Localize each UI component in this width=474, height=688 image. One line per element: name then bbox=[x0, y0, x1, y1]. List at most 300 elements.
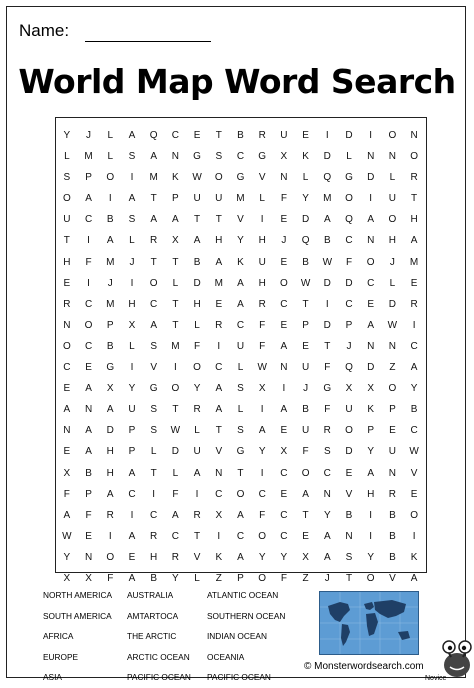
grid-letter[interactable]: B bbox=[237, 130, 244, 141]
grid-letter[interactable]: I bbox=[282, 383, 286, 395]
grid-letter[interactable]: L bbox=[107, 151, 114, 163]
grid-letter[interactable]: V bbox=[215, 446, 223, 458]
grid-letter[interactable]: T bbox=[172, 256, 179, 268]
grid-letter[interactable]: S bbox=[345, 551, 353, 563]
grid-letter[interactable]: D bbox=[301, 214, 310, 226]
grid-letter[interactable]: I bbox=[130, 172, 134, 184]
grid-letter[interactable]: X bbox=[280, 151, 288, 163]
grid-letter[interactable]: O bbox=[366, 256, 375, 268]
grid-letter[interactable]: O bbox=[214, 172, 223, 184]
grid-letter[interactable]: I bbox=[412, 530, 416, 542]
grid-letter[interactable]: E bbox=[193, 130, 201, 141]
grid-letter[interactable]: T bbox=[237, 467, 244, 479]
grid-letter[interactable]: N bbox=[367, 340, 375, 352]
grid-letter[interactable]: A bbox=[237, 298, 244, 310]
grid-letter[interactable]: D bbox=[367, 172, 375, 184]
grid-letter[interactable]: B bbox=[106, 214, 114, 226]
grid-letter[interactable]: A bbox=[106, 235, 114, 247]
grid-letter[interactable]: G bbox=[106, 362, 115, 374]
grid-letter[interactable]: K bbox=[237, 256, 244, 268]
grid-letter[interactable]: A bbox=[63, 404, 71, 416]
grid-letter[interactable]: D bbox=[388, 298, 397, 310]
grid-letter[interactable]: B bbox=[389, 530, 396, 542]
grid-letter[interactable]: L bbox=[389, 172, 396, 184]
grid-letter[interactable]: X bbox=[63, 467, 71, 479]
grid-letter[interactable]: O bbox=[388, 130, 397, 141]
grid-letter[interactable]: E bbox=[63, 383, 71, 395]
grid-letter[interactable]: O bbox=[410, 509, 418, 521]
grid-letter[interactable]: A bbox=[367, 319, 375, 331]
grid-letter[interactable]: Q bbox=[301, 235, 310, 247]
grid-letter[interactable]: R bbox=[150, 530, 158, 542]
grid-letter[interactable]: H bbox=[388, 235, 397, 247]
grid-letter[interactable]: C bbox=[215, 362, 223, 374]
grid-letter[interactable]: A bbox=[410, 235, 418, 247]
grid-letter[interactable]: O bbox=[62, 193, 71, 205]
grid-letter[interactable]: C bbox=[150, 509, 158, 521]
grid-letter[interactable]: L bbox=[346, 151, 352, 163]
grid-letter[interactable]: N bbox=[280, 172, 288, 184]
grid-letter[interactable]: C bbox=[258, 488, 266, 500]
grid-letter[interactable]: N bbox=[215, 467, 223, 479]
grid-letter[interactable]: U bbox=[193, 193, 201, 205]
grid-letter[interactable]: I bbox=[325, 298, 329, 310]
grid-letter[interactable]: P bbox=[85, 172, 92, 184]
grid-letter[interactable]: D bbox=[171, 446, 179, 458]
grid-letter[interactable]: O bbox=[301, 467, 310, 479]
grid-letter[interactable]: P bbox=[128, 446, 136, 458]
grid-letter[interactable]: P bbox=[85, 488, 92, 500]
grid-letter[interactable]: A bbox=[323, 214, 331, 226]
grid-letter[interactable]: H bbox=[150, 551, 158, 563]
grid-letter[interactable]: A bbox=[367, 214, 375, 226]
grid-letter[interactable]: B bbox=[345, 509, 353, 521]
grid-letter[interactable]: U bbox=[236, 340, 245, 352]
grid-letter[interactable]: Y bbox=[410, 383, 418, 395]
grid-letter[interactable]: I bbox=[195, 488, 199, 500]
grid-letter[interactable]: L bbox=[107, 130, 114, 141]
grid-letter[interactable]: O bbox=[388, 383, 397, 395]
grid-letter[interactable]: T bbox=[150, 256, 157, 268]
grid-letter[interactable]: C bbox=[236, 151, 245, 163]
grid-letter[interactable]: A bbox=[63, 509, 71, 521]
grid-letter[interactable]: O bbox=[345, 193, 353, 205]
grid-letter[interactable]: I bbox=[130, 509, 134, 521]
grid-letter[interactable]: S bbox=[150, 404, 157, 416]
grid-letter[interactable]: F bbox=[324, 362, 331, 374]
grid-letter[interactable]: R bbox=[215, 319, 223, 331]
grid-letter[interactable]: A bbox=[128, 130, 136, 141]
grid-letter[interactable]: C bbox=[280, 530, 288, 542]
grid-letter[interactable]: A bbox=[85, 193, 92, 205]
grid-letter[interactable]: C bbox=[128, 488, 136, 500]
grid-letter[interactable]: E bbox=[63, 277, 71, 289]
grid-letter[interactable]: H bbox=[215, 235, 223, 247]
grid-letter[interactable]: T bbox=[215, 130, 222, 141]
grid-letter[interactable]: H bbox=[63, 256, 71, 268]
name-input-line[interactable] bbox=[85, 41, 211, 42]
grid-letter[interactable]: S bbox=[128, 214, 136, 226]
grid-letter[interactable]: A bbox=[128, 572, 136, 584]
grid-letter[interactable]: A bbox=[280, 404, 288, 416]
grid-letter[interactable]: G bbox=[193, 151, 201, 163]
grid-letter[interactable]: I bbox=[130, 277, 134, 289]
grid-letter[interactable]: G bbox=[258, 151, 267, 163]
grid-letter[interactable]: I bbox=[87, 277, 90, 289]
grid-letter[interactable]: T bbox=[194, 214, 201, 226]
grid-letter[interactable]: E bbox=[389, 425, 396, 437]
grid-letter[interactable]: F bbox=[280, 572, 287, 584]
grid-letter[interactable]: S bbox=[237, 383, 244, 395]
grid-letter[interactable]: L bbox=[129, 235, 135, 247]
grid-letter[interactable]: B bbox=[302, 404, 309, 416]
grid-letter[interactable]: A bbox=[85, 383, 92, 395]
grid-letter[interactable]: E bbox=[128, 551, 136, 563]
grid-letter[interactable]: X bbox=[63, 572, 71, 584]
grid-letter[interactable]: B bbox=[389, 551, 396, 563]
grid-letter[interactable]: G bbox=[236, 172, 245, 184]
grid-letter[interactable]: F bbox=[259, 319, 266, 331]
grid-letter[interactable]: N bbox=[84, 404, 93, 416]
grid-letter[interactable]: I bbox=[217, 340, 221, 352]
grid-letter[interactable]: C bbox=[84, 214, 93, 226]
grid-letter[interactable]: X bbox=[106, 383, 114, 395]
grid-letter[interactable]: C bbox=[410, 425, 418, 437]
grid-letter[interactable]: L bbox=[194, 572, 200, 584]
grid-letter[interactable]: A bbox=[150, 214, 157, 226]
grid-letter[interactable]: L bbox=[194, 319, 200, 331]
grid-letter[interactable]: I bbox=[108, 193, 112, 205]
grid-letter[interactable]: R bbox=[410, 298, 418, 310]
grid-letter[interactable]: O bbox=[149, 277, 158, 289]
grid-letter[interactable]: E bbox=[215, 298, 223, 310]
grid-letter[interactable]: U bbox=[215, 193, 223, 205]
grid-letter[interactable]: J bbox=[107, 277, 113, 289]
grid-letter[interactable]: J bbox=[86, 130, 92, 141]
grid-letter[interactable]: E bbox=[302, 340, 309, 352]
grid-letter[interactable]: H bbox=[258, 235, 266, 247]
grid-letter[interactable]: A bbox=[410, 572, 418, 584]
grid-letter[interactable]: V bbox=[258, 172, 266, 184]
grid-letter[interactable]: B bbox=[323, 235, 331, 247]
grid-letter[interactable]: U bbox=[258, 256, 266, 268]
grid-letter[interactable]: B bbox=[150, 572, 157, 584]
grid-letter[interactable]: Z bbox=[215, 572, 222, 584]
grid-letter[interactable]: C bbox=[236, 319, 245, 331]
grid-letter[interactable]: F bbox=[63, 488, 70, 500]
grid-letter[interactable]: M bbox=[236, 193, 245, 205]
grid-letter[interactable]: A bbox=[193, 467, 201, 479]
grid-letter[interactable]: Y bbox=[128, 383, 136, 395]
grid-letter[interactable]: P bbox=[172, 193, 179, 205]
grid-letter[interactable]: I bbox=[130, 362, 134, 374]
grid-letter[interactable]: H bbox=[367, 488, 375, 500]
grid-letter[interactable]: L bbox=[237, 404, 244, 416]
grid-letter[interactable]: Y bbox=[63, 130, 71, 141]
grid-letter[interactable]: P bbox=[106, 319, 114, 331]
grid-letter[interactable]: J bbox=[346, 340, 352, 352]
grid-letter[interactable]: L bbox=[172, 277, 179, 289]
grid-letter[interactable]: P bbox=[345, 319, 353, 331]
grid-letter[interactable]: T bbox=[324, 340, 331, 352]
grid-letter[interactable]: M bbox=[171, 340, 180, 352]
grid-letter[interactable]: S bbox=[237, 425, 244, 437]
grid-letter[interactable]: M bbox=[149, 172, 158, 184]
grid-letter[interactable]: K bbox=[367, 404, 375, 416]
grid-letter[interactable]: N bbox=[280, 362, 288, 374]
grid-letter[interactable]: M bbox=[409, 256, 419, 268]
grid-letter[interactable]: U bbox=[280, 130, 288, 141]
grid-letter[interactable]: Q bbox=[345, 214, 353, 226]
grid-letter[interactable]: J bbox=[389, 256, 395, 268]
grid-letter[interactable]: D bbox=[323, 319, 331, 331]
grid-letter[interactable]: W bbox=[409, 446, 419, 458]
grid-letter[interactable]: S bbox=[323, 446, 331, 458]
grid-letter[interactable]: K bbox=[410, 551, 418, 563]
grid-letter[interactable]: D bbox=[345, 277, 353, 289]
grid-letter[interactable]: C bbox=[323, 467, 331, 479]
grid-letter[interactable]: A bbox=[172, 214, 179, 226]
grid-letter[interactable]: I bbox=[369, 530, 373, 542]
grid-letter[interactable]: S bbox=[150, 425, 157, 437]
grid-letter[interactable]: P bbox=[367, 425, 375, 437]
grid-letter[interactable]: J bbox=[281, 235, 287, 247]
grid-letter[interactable]: T bbox=[302, 298, 309, 310]
grid-letter[interactable]: T bbox=[63, 235, 70, 247]
grid-letter[interactable]: N bbox=[388, 467, 397, 479]
grid-letter[interactable]: X bbox=[345, 383, 353, 395]
grid-letter[interactable]: M bbox=[106, 256, 115, 268]
grid-letter[interactable]: X bbox=[302, 551, 309, 563]
grid-letter[interactable]: C bbox=[410, 340, 418, 352]
grid-letter[interactable]: D bbox=[106, 425, 114, 437]
grid-letter[interactable]: A bbox=[215, 256, 223, 268]
grid-letter[interactable]: W bbox=[62, 530, 72, 542]
grid-letter[interactable]: P bbox=[128, 425, 136, 437]
grid-letter[interactable]: D bbox=[345, 130, 353, 141]
grid-letter[interactable]: M bbox=[106, 298, 115, 310]
grid-letter[interactable]: C bbox=[280, 509, 288, 521]
grid-letter[interactable]: A bbox=[85, 446, 92, 458]
grid-letter[interactable]: E bbox=[280, 425, 288, 437]
grid-letter[interactable]: T bbox=[215, 214, 222, 226]
grid-letter[interactable]: G bbox=[149, 383, 158, 395]
grid-letter[interactable]: T bbox=[150, 467, 157, 479]
grid-letter[interactable]: E bbox=[280, 256, 288, 268]
grid-letter[interactable]: U bbox=[345, 404, 353, 416]
grid-letter[interactable]: O bbox=[62, 340, 71, 352]
grid-letter[interactable]: V bbox=[389, 572, 396, 584]
grid-letter[interactable]: C bbox=[171, 130, 179, 141]
grid-letter[interactable]: N bbox=[323, 488, 331, 500]
grid-letter[interactable]: I bbox=[369, 509, 373, 521]
grid-letter[interactable]: Y bbox=[323, 509, 331, 521]
grid-letter[interactable]: E bbox=[280, 488, 288, 500]
grid-letter[interactable]: I bbox=[152, 488, 156, 500]
grid-letter[interactable]: X bbox=[128, 319, 136, 331]
grid-letter[interactable]: T bbox=[345, 572, 353, 584]
grid-letter[interactable]: E bbox=[85, 530, 92, 542]
grid-letter[interactable]: I bbox=[369, 193, 373, 205]
grid-letter[interactable]: T bbox=[194, 530, 201, 542]
grid-letter[interactable]: V bbox=[345, 488, 353, 500]
grid-letter[interactable]: R bbox=[150, 235, 158, 247]
grid-letter[interactable]: W bbox=[192, 172, 202, 184]
grid-letter[interactable]: V bbox=[237, 214, 244, 226]
grid-letter[interactable]: E bbox=[410, 277, 418, 289]
grid-letter[interactable]: S bbox=[150, 340, 157, 352]
grid-letter[interactable]: A bbox=[258, 425, 266, 437]
grid-letter[interactable]: O bbox=[388, 214, 397, 226]
grid-letter[interactable]: H bbox=[258, 277, 266, 289]
grid-letter[interactable]: P bbox=[237, 572, 244, 584]
grid-letter[interactable]: F bbox=[194, 340, 201, 352]
grid-letter[interactable]: H bbox=[193, 298, 201, 310]
grid-letter[interactable]: E bbox=[63, 446, 71, 458]
grid-letter[interactable]: W bbox=[257, 362, 267, 374]
grid-letter[interactable]: K bbox=[215, 551, 223, 563]
grid-letter[interactable]: L bbox=[259, 193, 265, 205]
grid-letter[interactable]: C bbox=[84, 298, 93, 310]
grid-letter[interactable]: S bbox=[128, 151, 136, 163]
grid-letter[interactable]: Q bbox=[345, 362, 353, 374]
grid-letter[interactable]: O bbox=[84, 319, 93, 331]
grid-letter[interactable]: P bbox=[389, 404, 396, 416]
grid-letter[interactable]: I bbox=[260, 467, 264, 479]
grid-letter[interactable]: Q bbox=[149, 130, 158, 141]
grid-letter[interactable]: L bbox=[64, 151, 70, 163]
grid-letter[interactable]: R bbox=[258, 298, 266, 310]
grid-letter[interactable]: C bbox=[215, 488, 223, 500]
grid-letter[interactable]: N bbox=[367, 235, 375, 247]
grid-letter[interactable]: F bbox=[280, 193, 287, 205]
grid-letter[interactable]: L bbox=[194, 425, 200, 437]
grid-letter[interactable]: I bbox=[412, 319, 416, 331]
grid-letter[interactable]: A bbox=[128, 193, 136, 205]
grid-letter[interactable]: A bbox=[193, 235, 201, 247]
grid-letter[interactable]: N bbox=[63, 319, 71, 331]
grid-letter[interactable]: R bbox=[323, 425, 331, 437]
grid-letter[interactable]: E bbox=[367, 298, 375, 310]
grid-letter[interactable]: C bbox=[345, 298, 353, 310]
grid-letter[interactable]: A bbox=[106, 488, 114, 500]
grid-letter[interactable]: X bbox=[367, 383, 375, 395]
grid-letter[interactable]: H bbox=[106, 467, 114, 479]
grid-letter[interactable]: L bbox=[302, 172, 309, 184]
grid-letter[interactable]: Y bbox=[193, 383, 201, 395]
grid-letter[interactable]: R bbox=[258, 130, 266, 141]
grid-letter[interactable]: E bbox=[302, 530, 309, 542]
grid-letter[interactable]: O bbox=[258, 530, 267, 542]
grid-letter[interactable]: A bbox=[85, 425, 92, 437]
grid-letter[interactable]: Z bbox=[389, 362, 396, 374]
grid-letter[interactable]: C bbox=[236, 530, 245, 542]
grid-letter[interactable]: A bbox=[367, 467, 375, 479]
grid-letter[interactable]: Q bbox=[323, 172, 332, 184]
grid-letter[interactable]: S bbox=[63, 172, 71, 184]
grid-letter[interactable]: E bbox=[85, 362, 92, 374]
grid-letter[interactable]: D bbox=[345, 446, 353, 458]
grid-letter[interactable]: B bbox=[389, 509, 396, 521]
grid-letter[interactable]: O bbox=[366, 572, 375, 584]
grid-letter[interactable]: B bbox=[193, 256, 201, 268]
grid-letter[interactable]: P bbox=[302, 319, 309, 331]
grid-letter[interactable]: A bbox=[237, 509, 244, 521]
grid-letter[interactable]: A bbox=[215, 383, 223, 395]
grid-letter[interactable]: D bbox=[323, 151, 331, 163]
grid-letter[interactable]: C bbox=[150, 298, 158, 310]
grid-letter[interactable]: A bbox=[302, 488, 309, 500]
grid-letter[interactable]: R bbox=[388, 488, 397, 500]
grid-letter[interactable]: M bbox=[323, 193, 332, 205]
grid-letter[interactable]: I bbox=[173, 362, 177, 374]
grid-letter[interactable]: O bbox=[279, 277, 288, 289]
grid-letter[interactable]: O bbox=[106, 172, 115, 184]
grid-letter[interactable]: O bbox=[171, 383, 180, 395]
grid-letter[interactable]: U bbox=[301, 425, 310, 437]
grid-letter[interactable]: D bbox=[193, 277, 201, 289]
grid-letter[interactable]: Y bbox=[280, 551, 288, 563]
grid-letter[interactable]: B bbox=[302, 256, 309, 268]
grid-letter[interactable]: R bbox=[410, 172, 418, 184]
grid-letter[interactable]: R bbox=[193, 509, 201, 521]
grid-letter[interactable]: L bbox=[129, 340, 135, 352]
grid-letter[interactable]: N bbox=[388, 340, 397, 352]
grid-letter[interactable]: N bbox=[388, 151, 397, 163]
grid-letter[interactable]: L bbox=[172, 467, 179, 479]
grid-letter[interactable]: F bbox=[85, 256, 92, 268]
grid-letter[interactable]: F bbox=[324, 404, 331, 416]
grid-letter[interactable]: T bbox=[172, 404, 179, 416]
grid-letter[interactable]: E bbox=[280, 214, 288, 226]
grid-letter[interactable]: F bbox=[172, 488, 179, 500]
grid-letter[interactable]: Y bbox=[63, 551, 71, 563]
grid-letter[interactable]: V bbox=[193, 551, 201, 563]
grid-letter[interactable]: N bbox=[171, 151, 179, 163]
grid-letter[interactable]: R bbox=[63, 298, 71, 310]
grid-letter[interactable]: E bbox=[410, 488, 418, 500]
grid-letter[interactable]: F bbox=[259, 340, 266, 352]
grid-letter[interactable]: T bbox=[150, 193, 157, 205]
grid-letter[interactable]: N bbox=[63, 425, 71, 437]
grid-letter[interactable]: A bbox=[128, 467, 136, 479]
grid-letter[interactable]: M bbox=[214, 277, 223, 289]
grid-letter[interactable]: I bbox=[260, 214, 264, 226]
grid-letter[interactable]: T bbox=[411, 193, 418, 205]
grid-letter[interactable]: W bbox=[322, 256, 333, 268]
grid-letter[interactable]: C bbox=[280, 467, 288, 479]
grid-letter[interactable]: A bbox=[128, 530, 136, 542]
grid-letter[interactable]: G bbox=[323, 383, 332, 395]
grid-letter[interactable]: I bbox=[217, 530, 221, 542]
grid-letter[interactable]: E bbox=[280, 319, 288, 331]
grid-letter[interactable]: Y bbox=[172, 572, 179, 584]
grid-letter[interactable]: B bbox=[410, 404, 418, 416]
grid-letter[interactable]: D bbox=[323, 277, 331, 289]
grid-letter[interactable]: L bbox=[237, 362, 244, 374]
grid-letter[interactable]: C bbox=[345, 235, 353, 247]
grid-letter[interactable]: T bbox=[215, 425, 222, 437]
grid-letter[interactable]: W bbox=[387, 319, 398, 331]
grid-letter[interactable]: O bbox=[193, 362, 201, 374]
grid-letter[interactable]: U bbox=[388, 193, 397, 205]
grid-letter[interactable]: X bbox=[215, 509, 223, 521]
grid-letter[interactable]: V bbox=[410, 467, 418, 479]
grid-letter[interactable]: I bbox=[325, 130, 329, 141]
grid-letter[interactable]: I bbox=[369, 130, 373, 141]
grid-letter[interactable]: Y bbox=[367, 551, 375, 563]
grid-letter[interactable]: F bbox=[302, 446, 309, 458]
